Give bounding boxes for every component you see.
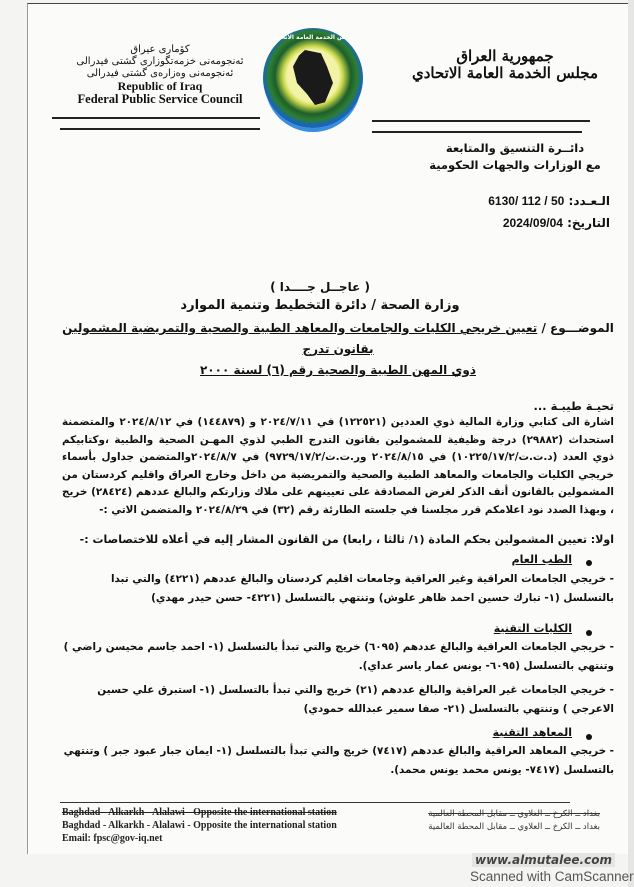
emblem-ring-text: مجلس الخدمة العامة الاتحادي: [270, 34, 356, 41]
reference-number: 6130/ 112 / 50: [488, 194, 565, 208]
header-right: [400, 48, 610, 82]
greeting: تحيـة طيبـة ...: [533, 399, 614, 413]
date-value: 2024/09/04: [502, 216, 563, 230]
council-emblem-icon: [263, 28, 363, 128]
department-line-2: مع الوزارات والجهات الحكومية: [429, 158, 601, 172]
arabic-republic: جمهورية العراق: [456, 47, 554, 65]
footer-address-ar: بغداد ــ الكرخ ــ العلاوي ــ مقابل المحطة العالمية: [428, 822, 600, 832]
footer-email: Email: fpsc@gov-iq.net: [62, 833, 163, 844]
header-rule-right-1: [372, 120, 590, 122]
header-rule-left-2: [60, 128, 260, 130]
section-title-technical-colleges: الكليات التقنية: [493, 622, 572, 635]
footer-arabic: [400, 808, 600, 834]
bullet-icon: [586, 734, 592, 740]
footer-english: [62, 806, 362, 845]
header-rule-right-2: [372, 131, 582, 133]
reference-label: الـعـدد:: [568, 194, 610, 208]
reference-block: [420, 190, 610, 234]
subject: [62, 318, 614, 381]
footer-address: Baghdad - Alkarkh - Alalawi - Opposite the international station: [62, 820, 337, 831]
section-title-general-medicine: الطب العام: [511, 553, 572, 566]
arabic-council: مجلس الخدمة العامة الاتحادي: [411, 64, 599, 82]
scan-edge: [628, 0, 634, 887]
english-council: Federal Public Service Council: [77, 92, 243, 106]
reference-number-row: [420, 190, 610, 212]
scanner-watermark: Scanned with CamScanner: [470, 869, 634, 884]
section-title-technical-institutes: المعاهد التقنية: [492, 726, 572, 739]
department-name: [420, 140, 610, 174]
footer-address-ar-duplicate: بغداد ــ الكرخ ــ العلاوي ــ مقابل المحطة العالمية: [428, 809, 600, 819]
section-item: - خريجي الجامعات العراقية وغير العراقية وجامعات اقليم كردستان والبالغ عددهم (٤٢٢١) والتي تبدا بالتسلسل (١- تبارك حسين احمد ظاهر علوش) وتنتهي بالتسلسل (٤٢٢١- حسن حيدر مهدي): [110, 573, 614, 604]
bullet-icon: [586, 560, 592, 566]
header-left: [50, 44, 270, 106]
date-row: [420, 212, 610, 234]
watermark-site: www.almutalee.com: [472, 853, 615, 867]
subject-line-1: تعيين خريجي الكليات والجامعات والمعاهد الطبية والصحية والتمريضية المشمولين بقانون تدرج: [62, 321, 538, 356]
urgent-label: ( عاجــل جــــدا ): [270, 280, 370, 294]
addressee: وزارة الصحة / دائرة التخطيط وتنمية الموارد: [180, 298, 460, 313]
section-item: - خريجي المعاهد العراقية والبالغ عددهم (٧٤١٧) خريج والتي تبدأ بالتسلسل (١- ايمان جبار عبود جبر ) وتنتهي بالتسلسل (٧٤١٧- يونس محمد يونس محمد).: [63, 745, 614, 776]
kurdish-council: ئەنجومەنی خزمەتگوزاری گشتی فیدرالی: [76, 56, 244, 67]
department-line-1: دائــرة التنسيق والمتابعة: [445, 141, 585, 155]
section-item: - خريجي الجامعات غير العراقية والبالغ عددهم (٢١) خريج والتي تبدأ بالتسلسل (١- استبرق علي حسين الاعرجي ) وتنتهي بالتسلسل (٢١- صفا سمير عبدالله حمودي): [97, 684, 614, 715]
footer-address-duplicate: Baghdad - Alkarkh - Alalawi - Opposite the international station: [62, 807, 337, 818]
bullet-icon: [586, 630, 592, 636]
kurdish-council-alt: ئەنجومەنی وەزارەی گشتی فیدرالی: [86, 68, 234, 79]
kurdish-republic: كۆماری عیراق: [130, 44, 190, 55]
subject-line-2: ذوي المهن الطبية والصحية رقم (٦) لسنة ٢٠٠٠: [199, 363, 477, 377]
date-label: التاريخ:: [567, 216, 610, 230]
section-item: - خريجي الجامعات العراقية والبالغ عددهم (٦٠٩٥) خريج والتي تبدأ بالتسلسل (١- احمد جاسم محيسن راضي ) وتنتهي بالتسلسل (٦٠٩٥- يونس عمار ياسر عداي).: [63, 641, 614, 672]
english-republic: Republic of Iraq: [117, 79, 203, 93]
subject-label: الموضـــوع /: [541, 321, 614, 335]
first-point: اولا: تعيين المشمولين بحكم المادة (١/ ثالثا ، رابعا) من القانون المشار إليه في أعلاه للاختصاصات :-: [79, 533, 614, 546]
footer-rule: [60, 802, 570, 803]
header-rule-left-1: [52, 117, 260, 119]
intro-paragraph: اشارة الى كتابي وزارة المالية ذوي العددين (١٢٢٥٢١) في ٢٠٢٤/٧/١١ و (١٤٤٨٧٩) في ٢٠٢٤/٨/١٢ والمتضمنة استحداث (٢٩٨٨٢) درجة وظيفية للمشمولين بقانون التدرج الطبي لذوي المهـن الصحية والطبية ،وكتابيكم ذوي العدد (د.ت.ت/١٠٢٢٥/١٧/٢) في ٢٠٢٤/٨/١٥ ور.ت.ت/٩٧٢٩/١٧/٢) في ٢٠٢٤/٨/٧والمتضمن جداول بأسماء خريجي الكليات والجامعات والمعاهد الطبية والصحية والتمريضية من داخل وخارج العراق واقليم كردستان من المشمولين بالقانون أنف الذكر لغرض المصادقة على تعيينهم على ملاك وزارتكم والبالغ عددهم (٢٨٤٢٤) خريج ، وبهذا الصدد نود اعلامكم قرر مجلسنا في جلسته الطارئة رقم (٣٢) في ٢٠٢٤/٨/٢٩ والمتضمن الاتي :-: [62, 416, 614, 516]
iraq-map-icon: [293, 50, 333, 105]
